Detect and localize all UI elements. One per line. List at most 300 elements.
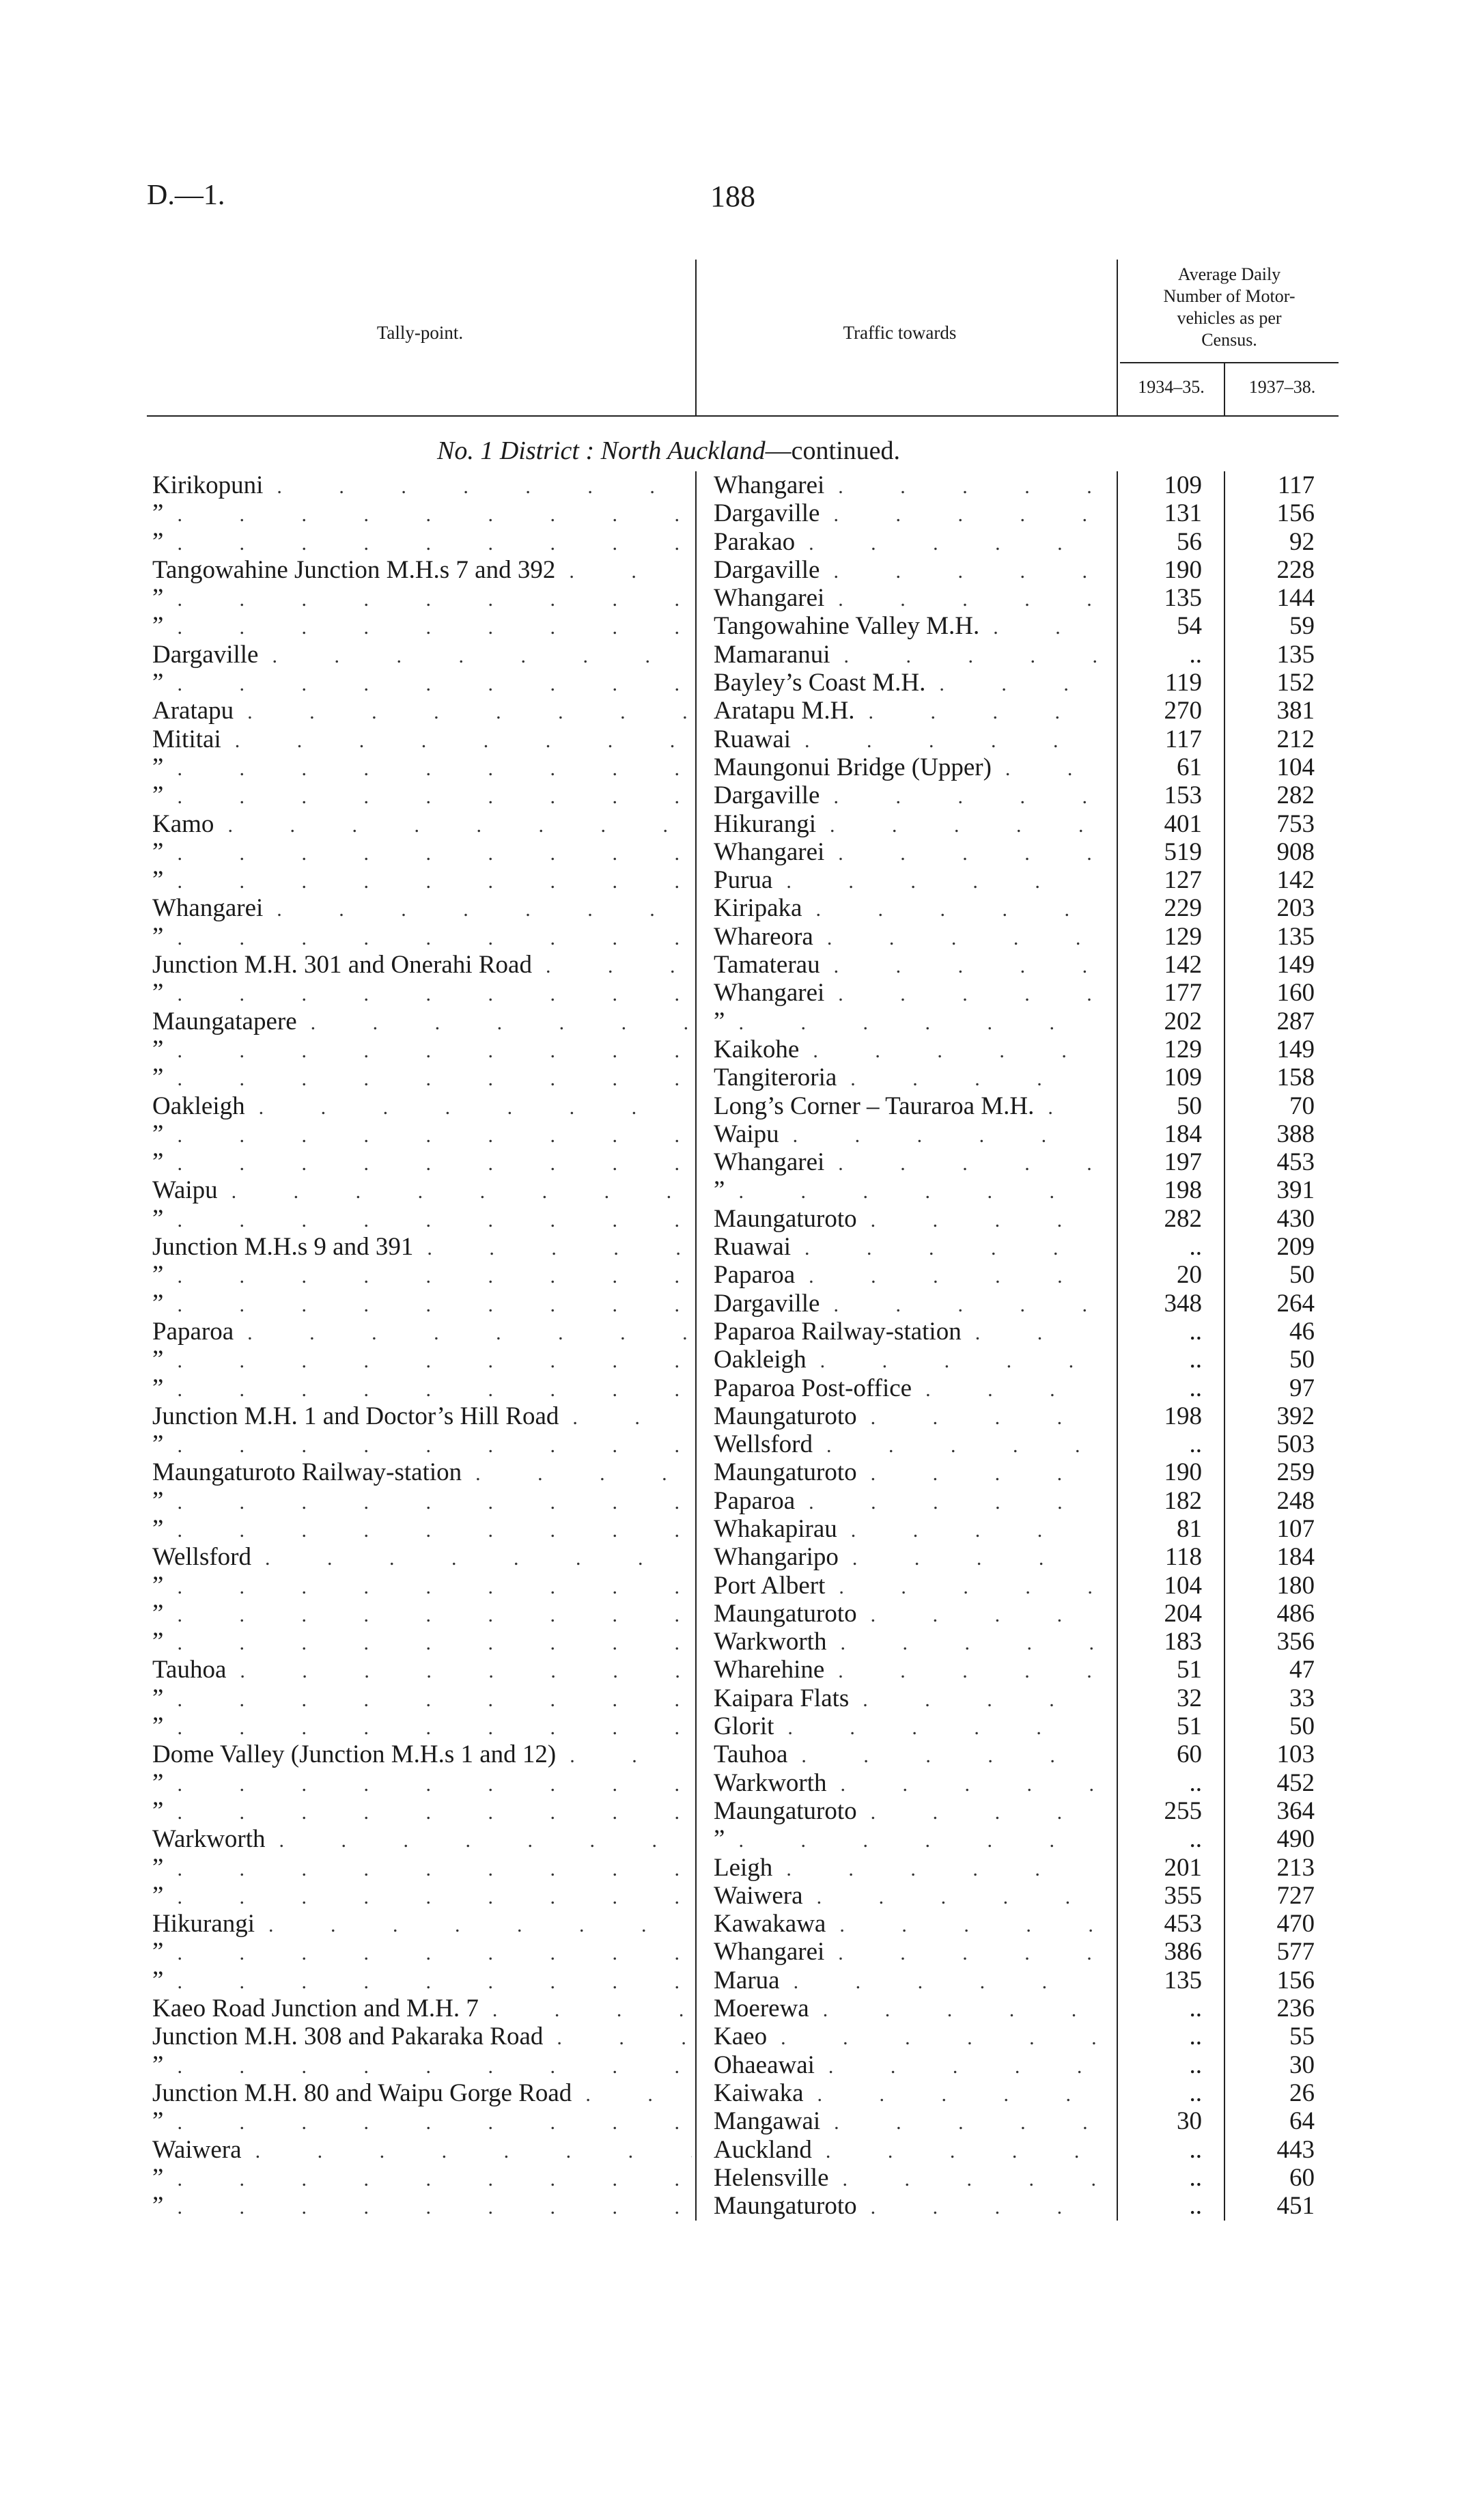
count-1937-cell: 392: [1276, 1402, 1315, 1430]
traffic-towards-cell: Whangarei . . .: [714, 979, 1096, 1008]
traffic-towards-cell: Mangawai . . .: [714, 2107, 1096, 2137]
traffic-towards-cell: Ruawai . . .: [714, 725, 1096, 755]
table-row: [147, 810, 1339, 838]
table-row: [147, 923, 1339, 951]
tally-point-cell: ” . . .: [152, 1854, 692, 1883]
count-1937-cell: 452: [1276, 1768, 1315, 1797]
count-1937-cell: 486: [1276, 1599, 1315, 1628]
count-1934-cell: ..: [1189, 1374, 1202, 1402]
traffic-towards-cell: Tangiteroria . . .: [714, 1063, 1096, 1093]
table-row: [147, 612, 1339, 640]
count-1937-cell: 59: [1289, 612, 1315, 641]
tally-point-header: Tally-point.: [376, 322, 464, 343]
traffic-towards-cell: Parakao . . .: [714, 528, 1096, 557]
traffic-towards-cell: Paparoa . . .: [714, 1261, 1096, 1290]
table-row: [147, 951, 1339, 979]
traffic-towards-cell: Kiripaka . . .: [714, 894, 1096, 923]
count-1934-cell: 135: [1164, 1966, 1202, 1994]
tally-point-cell: ” . . .: [152, 1769, 692, 1798]
table-row: [147, 979, 1339, 1007]
table-row: [147, 1035, 1339, 1063]
table-row: [147, 1628, 1339, 1656]
page-number: 188: [710, 180, 755, 213]
count-1934-cell: 204: [1164, 1599, 1202, 1628]
count-1934-cell: 153: [1164, 781, 1202, 810]
tally-point-cell: ” . . .: [152, 1430, 692, 1460]
table-row: [147, 1346, 1339, 1374]
count-1937-cell: 103: [1276, 1740, 1315, 1769]
tally-point-cell: ” . . .: [152, 1572, 692, 1601]
table-row: [147, 1740, 1339, 1768]
count-1937-cell: 50: [1289, 1712, 1315, 1741]
tally-point-cell: ” . . .: [152, 1346, 692, 1375]
count-1934-cell: 229: [1164, 894, 1202, 923]
tally-point-cell: ” . . .: [152, 1290, 692, 1319]
count-1934-cell: 182: [1164, 1486, 1202, 1515]
tally-point-cell: Waipu . . .: [152, 1176, 692, 1206]
table-row: [147, 1515, 1339, 1543]
traffic-towards-cell: Dargaville . . .: [714, 499, 1096, 529]
traffic-towards-cell: ” . . .: [714, 1825, 1096, 1854]
table-row: [147, 471, 1339, 499]
count-1937-cell: 236: [1276, 1994, 1315, 2023]
table-row: [147, 1712, 1339, 1740]
table-row: [147, 1120, 1339, 1148]
tally-point-cell: ” . . .: [152, 1966, 692, 1996]
table-row: [147, 1402, 1339, 1430]
year-1934-header: 1934–35.: [1138, 377, 1205, 397]
count-1937-cell: 46: [1289, 1317, 1315, 1346]
tally-point-cell: Junction M.H.s 9 and 391 . . .: [152, 1233, 692, 1262]
traffic-towards-cell: Dargaville . . .: [714, 556, 1096, 585]
table-divider: [1117, 471, 1118, 2221]
tally-point-cell: ” . . .: [152, 1628, 692, 1657]
tally-point-cell: ” . . .: [152, 2192, 692, 2221]
table-row: [147, 2136, 1339, 2164]
count-1937-cell: 158: [1276, 1063, 1315, 1092]
count-1937-cell: 47: [1289, 1656, 1315, 1684]
table-row: [147, 1430, 1339, 1458]
count-1934-cell: 135: [1164, 584, 1202, 613]
traffic-towards-cell: ” . . .: [714, 1176, 1096, 1206]
count-1937-cell: 209: [1276, 1233, 1315, 1262]
table-row: [147, 2051, 1339, 2079]
tally-point-cell: Junction M.H. 301 and Onerahi Road . . .: [152, 951, 692, 980]
table-row: [147, 781, 1339, 809]
tally-point-cell: ” . . .: [152, 584, 692, 613]
district-title: [437, 436, 900, 466]
average-daily-line: Census.: [1201, 330, 1257, 350]
count-1934-cell: 355: [1164, 1881, 1202, 1910]
table-row: [147, 1882, 1339, 1910]
count-1937-cell: 364: [1276, 1796, 1315, 1825]
count-1934-cell: 198: [1164, 1176, 1202, 1205]
tally-point-cell: Kaeo Road Junction and M.H. 7 . . .: [152, 1994, 692, 2024]
tally-point-cell: ” . . .: [152, 1374, 692, 1404]
count-1937-cell: 388: [1276, 1120, 1315, 1148]
count-1937-cell: 381: [1276, 697, 1315, 725]
traffic-towards-cell: Helensville . . .: [714, 2164, 1096, 2193]
count-1934-cell: 54: [1177, 612, 1202, 641]
table-divider: [695, 471, 697, 2221]
count-1934-cell: 129: [1164, 922, 1202, 951]
table-row: [147, 1487, 1339, 1515]
traffic-towards-cell: Ruawai . . .: [714, 1233, 1096, 1262]
count-1937-cell: 107: [1276, 1514, 1315, 1543]
count-1937-cell: 50: [1289, 1346, 1315, 1374]
table-row: [147, 866, 1339, 894]
count-1937-cell: 228: [1276, 555, 1315, 584]
traffic-towards-cell: Aratapu M.H. . . .: [714, 697, 1096, 726]
count-1937-cell: 50: [1289, 1261, 1315, 1290]
tally-point-cell: Kirikopuni . . .: [152, 471, 692, 501]
table-row: [147, 1938, 1339, 1966]
average-daily-line: Number of Motor-: [1163, 286, 1296, 306]
traffic-towards-cell: Marua . . .: [714, 1966, 1096, 1996]
traffic-towards-cell: Whangarei . . .: [714, 471, 1096, 501]
table-row: [147, 669, 1339, 697]
traffic-towards-cell: Waiwera . . .: [714, 1882, 1096, 1911]
tally-point-cell: ” . . .: [152, 1261, 692, 1290]
traffic-towards-cell: Whakapirau . . .: [714, 1515, 1096, 1544]
traffic-towards-cell: ” . . .: [714, 1007, 1096, 1037]
table-row: [147, 2022, 1339, 2050]
traffic-towards-cell: Kaeo . . .: [714, 2022, 1096, 2052]
tally-point-cell: ” . . .: [152, 1035, 692, 1065]
count-1937-cell: 577: [1276, 1938, 1315, 1966]
table-row: [147, 528, 1339, 556]
count-1934-cell: 190: [1164, 1458, 1202, 1487]
table-row: [147, 1854, 1339, 1882]
tally-point-cell: ” . . .: [152, 781, 692, 811]
traffic-towards-cell: Maungaturoto . . .: [714, 1600, 1096, 1629]
table-row: [147, 1148, 1339, 1176]
count-1937-cell: 184: [1276, 1543, 1315, 1572]
tally-point-cell: Tauhoa . . .: [152, 1656, 692, 1685]
count-1934-cell: 109: [1164, 471, 1202, 499]
year-1937-header: 1937–38.: [1248, 377, 1316, 397]
count-1937-cell: 180: [1276, 1571, 1315, 1600]
tally-point-cell: ” . . .: [152, 499, 692, 529]
count-1934-cell: 60: [1177, 1740, 1202, 1769]
table-row: [147, 1458, 1339, 1486]
count-1934-cell: 131: [1164, 499, 1202, 528]
table-row: [147, 1176, 1339, 1204]
count-1937-cell: 26: [1289, 2078, 1315, 2107]
count-1934-cell: 197: [1164, 1148, 1202, 1177]
traffic-towards-cell: Whangarei . . .: [714, 838, 1096, 867]
traffic-towards-cell: Maungaturoto . . .: [714, 1205, 1096, 1234]
traffic-towards-cell: Whangarei . . .: [714, 1148, 1096, 1178]
tally-point-cell: ” . . .: [152, 979, 692, 1008]
count-1934-cell: 81: [1177, 1514, 1202, 1543]
traffic-towards-cell: Kaikohe . . .: [714, 1035, 1096, 1065]
count-1937-cell: 451: [1276, 2192, 1315, 2221]
tally-point-cell: ” . . .: [152, 1797, 692, 1826]
count-1937-cell: 259: [1276, 1458, 1315, 1487]
traffic-towards-cell: Paparoa Railway-station . . .: [714, 1318, 1096, 1347]
count-1934-cell: 177: [1164, 979, 1202, 1007]
count-1934-cell: ..: [1189, 1430, 1202, 1459]
tally-point-cell: Maungaturoto Railway-station . . .: [152, 1458, 692, 1488]
table-body: [147, 471, 1339, 2220]
count-1934-cell: 30: [1177, 2107, 1202, 2136]
table-row: [147, 2164, 1339, 2192]
tally-point-cell: Dargaville . . .: [152, 641, 692, 670]
count-1937-cell: 908: [1276, 837, 1315, 866]
header-divider: [1224, 363, 1225, 415]
table-row: [147, 584, 1339, 612]
traffic-towards-cell: Ohaeawai . . .: [714, 2051, 1096, 2081]
tally-point-cell: ” . . .: [152, 1515, 692, 1544]
traffic-towards-cell: Dargaville . . .: [714, 781, 1096, 811]
traffic-towards-cell: Tangowahine Valley M.H. . . .: [714, 612, 1096, 641]
traffic-towards-cell: Kaipara Flats . . .: [714, 1684, 1096, 1714]
traffic-towards-cell: Maungaturoto . . .: [714, 2192, 1096, 2221]
table-row: [147, 1007, 1339, 1035]
table-row: [147, 1656, 1339, 1684]
count-1937-cell: 282: [1276, 781, 1315, 810]
count-1934-cell: 118: [1164, 1543, 1202, 1572]
count-1937-cell: 156: [1276, 1966, 1315, 1994]
table-row: [147, 641, 1339, 669]
table-row: [147, 1572, 1339, 1600]
tally-point-cell: ” . . .: [152, 838, 692, 867]
tally-point-cell: Junction M.H. 308 and Pakaraka Road . . .: [152, 2022, 692, 2052]
count-1934-cell: 401: [1164, 809, 1202, 838]
header-divider: [1117, 260, 1118, 417]
tally-point-cell: ” . . .: [152, 1882, 692, 1911]
count-1934-cell: 386: [1164, 1938, 1202, 1966]
tally-point-cell: ” . . .: [152, 866, 692, 895]
table-row: [147, 1374, 1339, 1402]
count-1934-cell: 50: [1177, 1091, 1202, 1120]
table-row: [147, 1825, 1339, 1853]
tally-point-cell: ” . . .: [152, 1712, 692, 1742]
page-header: [0, 0, 1484, 246]
tally-point-cell: Wellsford . . .: [152, 1543, 692, 1572]
count-1937-cell: 55: [1289, 2022, 1315, 2051]
table-row: [147, 753, 1339, 781]
traffic-towards-cell: Whangarei . . .: [714, 584, 1096, 613]
tally-point-cell: ” . . .: [152, 612, 692, 641]
traffic-towards-cell: Paparoa . . .: [714, 1487, 1096, 1516]
count-1934-cell: ..: [1189, 640, 1202, 669]
count-1937-cell: 160: [1276, 979, 1315, 1007]
count-1937-cell: 212: [1276, 725, 1315, 753]
tally-point-cell: Kamo . . .: [152, 810, 692, 839]
table-row: [147, 1092, 1339, 1120]
table-row: [147, 1063, 1339, 1091]
district-prefix: No. 1 District :: [437, 436, 595, 465]
count-1934-cell: ..: [1189, 2050, 1202, 2079]
count-1937-cell: 443: [1276, 2135, 1315, 2164]
traffic-towards-cell: Kaiwaka . . .: [714, 2079, 1096, 2109]
count-1937-cell: 97: [1289, 1374, 1315, 1402]
traffic-towards-cell: Kawakawa . . .: [714, 1910, 1096, 1939]
count-1937-cell: 30: [1289, 2050, 1315, 2079]
count-1937-cell: 391: [1276, 1176, 1315, 1205]
traffic-towards-cell: Tauhoa . . .: [714, 1740, 1096, 1770]
tally-point-cell: Dome Valley (Junction M.H.s 1 and 12) . . .: [152, 1740, 692, 1770]
count-1937-cell: 503: [1276, 1430, 1315, 1459]
traffic-towards-cell: Mamaranui . . .: [714, 641, 1096, 670]
count-1934-cell: 142: [1164, 951, 1202, 979]
count-1934-cell: ..: [1189, 2192, 1202, 2221]
tally-point-cell: ” . . .: [152, 1120, 692, 1150]
count-1934-cell: 198: [1164, 1402, 1202, 1430]
count-1937-cell: 60: [1289, 2163, 1315, 2192]
tally-point-cell: ” . . .: [152, 2051, 692, 2081]
traffic-towards-cell: Port Albert . . .: [714, 1572, 1096, 1601]
count-1934-cell: 117: [1164, 725, 1202, 753]
count-1934-cell: 255: [1164, 1796, 1202, 1825]
count-1934-cell: 20: [1177, 1261, 1202, 1290]
table-row: [147, 1684, 1339, 1712]
count-1937-cell: 753: [1276, 809, 1315, 838]
count-1937-cell: 92: [1289, 527, 1315, 556]
count-1937-cell: 213: [1276, 1853, 1315, 1882]
tally-point-cell: Warkworth . . .: [152, 1825, 692, 1854]
count-1934-cell: ..: [1189, 2078, 1202, 2107]
traffic-towards-cell: Wharehine . . .: [714, 1656, 1096, 1685]
table-row: [147, 697, 1339, 725]
count-1934-cell: ..: [1189, 2022, 1202, 2051]
count-1934-cell: 519: [1164, 837, 1202, 866]
count-1934-cell: 453: [1164, 1910, 1202, 1938]
average-daily-line: vehicles as per: [1177, 308, 1282, 328]
traffic-towards-cell: Whareora . . .: [714, 923, 1096, 952]
traffic-towards-cell: Maungaturoto . . .: [714, 1402, 1096, 1432]
count-1937-cell: 64: [1289, 2107, 1315, 2136]
count-1934-cell: 348: [1164, 1289, 1202, 1318]
count-1937-cell: 490: [1276, 1825, 1315, 1854]
district-suffix: —continued.: [765, 436, 900, 465]
tally-point-cell: ” . . .: [152, 1684, 692, 1714]
table-row: [147, 2079, 1339, 2107]
count-1934-cell: ..: [1189, 1346, 1202, 1374]
count-1934-cell: 184: [1164, 1120, 1202, 1148]
table-row: [147, 1994, 1339, 2022]
traffic-towards-cell: Maungaturoto . . .: [714, 1458, 1096, 1488]
count-1934-cell: ..: [1189, 1768, 1202, 1797]
count-1937-cell: 156: [1276, 499, 1315, 528]
tally-point-cell: ” . . .: [152, 1487, 692, 1516]
traffic-towards-cell: Bayley’s Coast M.H. . . .: [714, 669, 1096, 698]
traffic-towards-cell: Oakleigh . . .: [714, 1346, 1096, 1375]
traffic-towards-cell: Waipu . . .: [714, 1120, 1096, 1150]
table-row: [147, 1797, 1339, 1825]
count-1934-cell: ..: [1189, 1317, 1202, 1346]
tally-point-cell: ” . . .: [152, 1205, 692, 1234]
count-1934-cell: ..: [1189, 1825, 1202, 1854]
traffic-towards-cell: Glorit . . .: [714, 1712, 1096, 1742]
header-bottom-rule: [147, 415, 1339, 417]
traffic-towards-cell: Wellsford . . .: [714, 1430, 1096, 1460]
traffic-table: [147, 471, 1339, 2220]
count-1937-cell: 70: [1289, 1091, 1315, 1120]
count-1934-cell: ..: [1189, 2135, 1202, 2164]
count-1934-cell: ..: [1189, 1233, 1202, 1262]
table-row: [147, 894, 1339, 922]
tally-point-cell: Junction M.H. 1 and Doctor’s Hill Road . . .: [152, 1402, 692, 1432]
tally-point-cell: Hikurangi . . .: [152, 1910, 692, 1939]
count-1937-cell: 453: [1276, 1148, 1315, 1177]
tally-point-cell: ” . . .: [152, 923, 692, 952]
table-row: [147, 1233, 1339, 1261]
tally-point-cell: ” . . .: [152, 1148, 692, 1178]
count-1937-cell: 248: [1276, 1486, 1315, 1515]
count-1937-cell: 203: [1276, 894, 1315, 923]
count-1934-cell: 201: [1164, 1853, 1202, 1882]
count-1934-cell: 270: [1164, 697, 1202, 725]
traffic-towards-cell: Moerewa . . .: [714, 1994, 1096, 2024]
tally-point-cell: Aratapu . . .: [152, 697, 692, 726]
table-row: [147, 499, 1339, 527]
table-row: [147, 2192, 1339, 2220]
tally-point-cell: ” . . .: [152, 669, 692, 698]
district-name: North Auckland: [600, 436, 766, 465]
count-1934-cell: 190: [1164, 555, 1202, 584]
tally-point-cell: ” . . .: [152, 2164, 692, 2193]
count-1934-cell: 104: [1164, 1571, 1202, 1600]
traffic-towards-cell: Tamaterau . . .: [714, 951, 1096, 980]
traffic-towards-cell: Long’s Corner – Tauraroa M.H. . . .: [714, 1092, 1096, 1122]
count-1937-cell: 33: [1289, 1684, 1315, 1712]
tally-point-cell: ” . . .: [152, 753, 692, 783]
tally-point-cell: Mititai . . .: [152, 725, 692, 755]
count-1937-cell: 104: [1276, 753, 1315, 781]
traffic-towards-cell: Whangaripo . . .: [714, 1543, 1096, 1572]
table-row: [147, 838, 1339, 866]
count-1937-cell: 144: [1276, 584, 1315, 613]
tally-point-cell: ” . . .: [152, 2107, 692, 2137]
header-divider: [1120, 362, 1339, 363]
tally-point-cell: Whangarei . . .: [152, 894, 692, 923]
traffic-towards-cell: Auckland . . .: [714, 2136, 1096, 2165]
traffic-towards-cell: Maungonui Bridge (Upper) . . .: [714, 753, 1096, 783]
table-row: [147, 1205, 1339, 1233]
count-1937-cell: 727: [1276, 1881, 1315, 1910]
tally-point-cell: ” . . .: [152, 1938, 692, 1967]
count-1934-cell: ..: [1189, 2163, 1202, 2192]
count-1934-cell: 129: [1164, 1035, 1202, 1063]
count-1934-cell: 183: [1164, 1628, 1202, 1656]
count-1937-cell: 470: [1276, 1910, 1315, 1938]
count-1934-cell: 202: [1164, 1007, 1202, 1035]
traffic-towards-cell: Leigh . . .: [714, 1854, 1096, 1883]
traffic-towards-cell: Purua . . .: [714, 866, 1096, 895]
tally-point-cell: ” . . .: [152, 1600, 692, 1629]
tally-point-cell: Tangowahine Junction M.H.s 7 and 392 . . .: [152, 556, 692, 585]
traffic-towards-cell: Paparoa Post-office . . .: [714, 1374, 1096, 1404]
count-1934-cell: 119: [1164, 669, 1202, 697]
table-row: [147, 1543, 1339, 1571]
count-1934-cell: ..: [1189, 1994, 1202, 2023]
count-1934-cell: 32: [1177, 1684, 1202, 1712]
count-1937-cell: 135: [1276, 922, 1315, 951]
tally-point-cell: ” . . .: [152, 1063, 692, 1093]
average-daily-line: Average Daily: [1177, 264, 1281, 284]
count-1937-cell: 142: [1276, 866, 1315, 895]
tally-point-cell: Junction M.H. 80 and Waipu Gorge Road . . .: [152, 2079, 692, 2109]
table-row: [147, 556, 1339, 584]
table-row: [147, 1600, 1339, 1628]
count-1937-cell: 149: [1276, 951, 1315, 979]
tally-point-cell: Maungatapere . . .: [152, 1007, 692, 1037]
count-1934-cell: 282: [1164, 1204, 1202, 1233]
traffic-towards-header: Traffic towards: [843, 322, 957, 343]
